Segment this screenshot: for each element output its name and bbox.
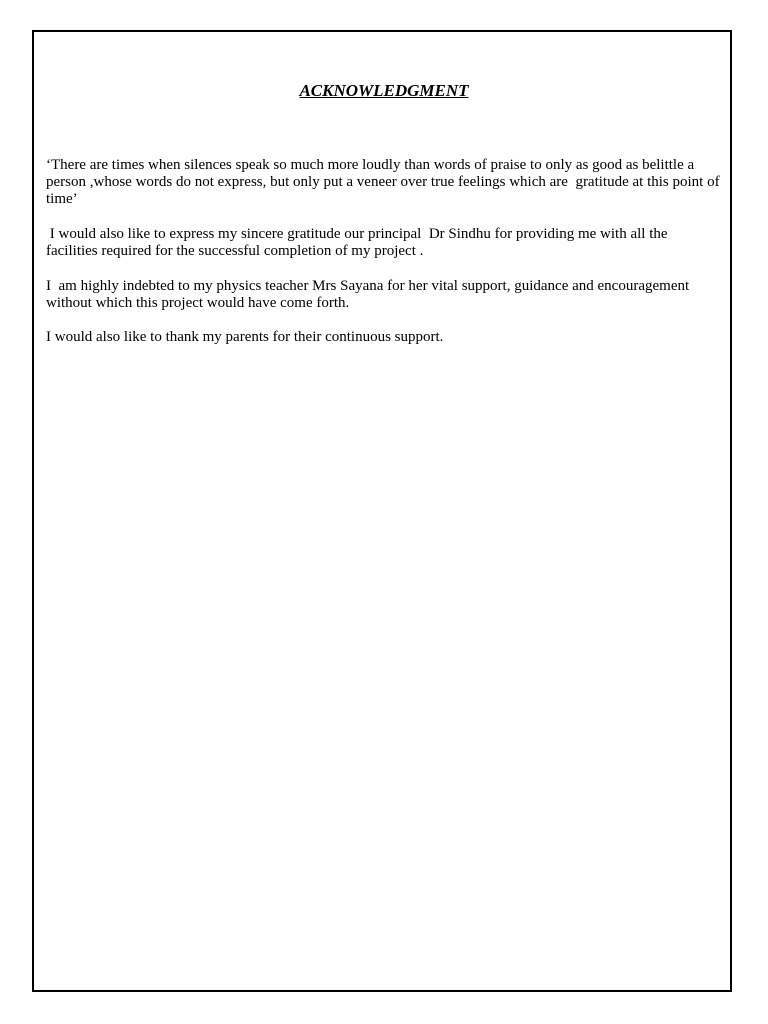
teacher-thanks-paragraph: I am highly indebted to my physics teacher Mrs Sayana for her vital support, guidance and encouragement without which this project would have come forth. <box>46 278 693 311</box>
quote-paragraph: ‘There are times when silences speak so much more loudly than words of praise to only as good as belittle a person ,whose words do not express, but only put a veneer over true feelings which are gratitude at this point of time’ <box>46 157 724 207</box>
parents-thanks-paragraph: I would also like to thank my parents for their continuous support. <box>46 329 444 345</box>
principal-thanks-paragraph: I would also like to express my sincere gratitude our principal Dr Sindhu for providing me with all the facilities required for the successful completion of my project . <box>46 226 672 259</box>
page-title: ACKNOWLEDGMENT <box>299 81 469 100</box>
